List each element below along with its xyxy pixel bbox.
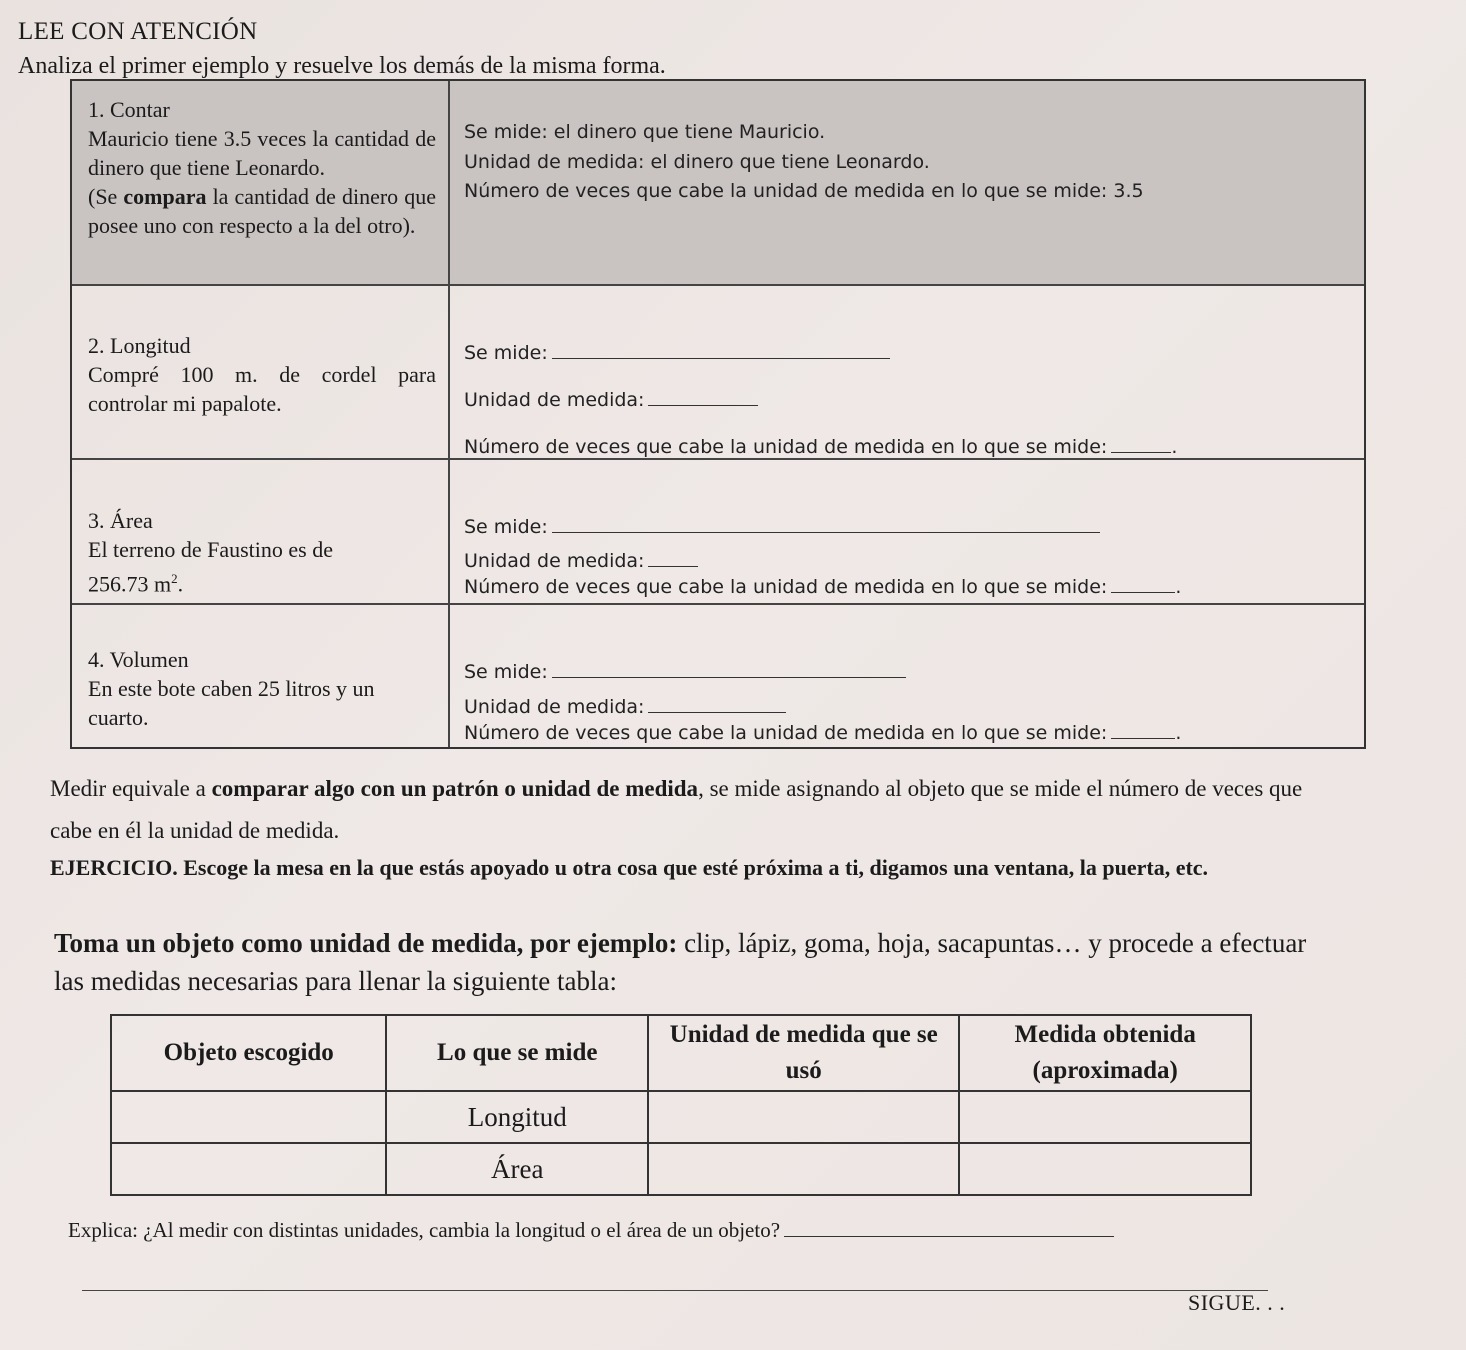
example-row-4-text: En este bote caben 25 litros y un cuarto. xyxy=(88,676,375,730)
blank-line[interactable] xyxy=(648,694,786,713)
exercise-paragraph: EJERCICIO. Escoge la mesa en la que estás apoyado u otra cosa que esté próxima a ti, digamos una ventana, la puerta, etc. xyxy=(50,855,1209,880)
example-row-1-problem xyxy=(72,81,450,284)
cell-lo-que-se-mide: Longitud xyxy=(386,1091,648,1143)
cell-lo-que-se-mide: Área xyxy=(386,1143,648,1195)
explain-answer-line-2[interactable] xyxy=(82,1290,1268,1291)
header-lo-que-se-mide: Lo que se mide xyxy=(386,1015,648,1091)
example-row-2-answers xyxy=(450,286,1364,458)
example-row-2-unidad: Unidad de medida: xyxy=(464,387,758,411)
blank-line[interactable] xyxy=(1111,434,1171,453)
explain-question: Explica: ¿Al medir con distintas unidades, cambia la longitud o el área de un objeto? xyxy=(68,1218,1114,1243)
example-row-3-value: 256.73 $m^2$. xyxy=(88,571,184,597)
example-row-2-veces: Número de veces que cabe la unidad de medida en lo que se mide: . xyxy=(464,436,1178,458)
cell-medida[interactable] xyxy=(959,1143,1251,1195)
example-row-4-veces: Número de veces que cabe la unidad de medida en lo que se mide: . xyxy=(464,722,1182,744)
example-row-1-mide: Se mide: el dinero que tiene Mauricio. xyxy=(464,121,826,143)
example-row-4-mide: Se mide: xyxy=(464,659,906,683)
table-row xyxy=(111,1091,1251,1143)
definition-bold: comparar algo con un patrón o unidad de medida xyxy=(211,776,699,801)
example-row-2-mide: Se mide: xyxy=(464,340,890,364)
example-row-3-veces: Número de veces que cabe la unidad de medida en lo que se mide: . xyxy=(464,576,1182,598)
page-heading: LEE CON ATENCIÓN xyxy=(18,18,258,45)
example-row-2-text: Compré 100 m. de cordel para controlar mi papalote. xyxy=(88,362,436,416)
example-row-4-answers xyxy=(450,605,1364,747)
example-row-4-problem xyxy=(72,605,450,747)
example-row-1-unidad: Unidad de medida: el dinero que tiene Leonardo. xyxy=(464,151,930,173)
instruction-text: Analiza el primer ejemplo y resuelve los demás de la misma forma. xyxy=(18,53,666,79)
example-row-2-problem xyxy=(72,286,450,458)
sigue-label: SIGUE. . . xyxy=(1188,1290,1286,1315)
take-object-paragraph: Toma un objeto como unidad de medida, por ejemplo: clip, lápiz, goma, hoja, sacapuntas… y procede a efectuar las medidas necesarias para llenar la siguiente tabla: xyxy=(54,928,1307,996)
example-row-1 xyxy=(72,81,1364,284)
example-row-4-title: 4. Volumen xyxy=(88,647,189,672)
blank-line[interactable] xyxy=(552,340,890,359)
example-row-4-unidad: Unidad de medida: xyxy=(464,694,786,718)
blank-line[interactable] xyxy=(552,514,1100,533)
cell-objeto[interactable] xyxy=(111,1143,386,1195)
example-row-3-problem xyxy=(72,460,450,603)
header-unidad: Unidad de medida que se usó xyxy=(648,1015,959,1091)
example-table xyxy=(70,79,1366,749)
cell-unidad[interactable] xyxy=(648,1143,959,1195)
example-row-1-note: (Se compara la cantidad de dinero que posee uno con respecto a la del otro). xyxy=(88,184,436,238)
cell-medida[interactable] xyxy=(959,1091,1251,1143)
header-medida: Medida obtenida (aproximada) xyxy=(959,1015,1251,1091)
cell-unidad[interactable] xyxy=(648,1091,959,1143)
example-row-3-unidad: Unidad de medida: xyxy=(464,548,698,572)
example-row-3 xyxy=(72,458,1364,603)
blank-line[interactable] xyxy=(1111,720,1175,739)
example-row-2-title: 2. Longitud xyxy=(88,333,191,358)
example-row-1-answers xyxy=(450,81,1364,284)
measurement-header-row xyxy=(111,1015,1251,1091)
example-row-3-title: 3. Área xyxy=(88,508,153,533)
blank-line[interactable] xyxy=(552,659,906,678)
blank-line[interactable] xyxy=(1111,574,1175,593)
example-row-3-answers xyxy=(450,460,1364,603)
example-row-1-veces: Número de veces que cabe la unidad de medida en lo que se mide: 3.5 xyxy=(464,180,1144,202)
blank-line[interactable] xyxy=(648,387,758,406)
example-row-2 xyxy=(72,284,1364,458)
explain-answer-line[interactable] xyxy=(784,1220,1114,1237)
example-row-4 xyxy=(72,603,1364,747)
measurement-table xyxy=(110,1014,1252,1196)
table-row xyxy=(111,1143,1251,1195)
blank-line[interactable] xyxy=(648,548,698,567)
example-row-3-text: El terreno de Faustino es de xyxy=(88,537,333,562)
example-row-1-text: Mauricio tiene 3.5 veces la cantidad de dinero que tiene Leonardo. xyxy=(88,126,436,180)
definition-paragraph: Medir equivale a comparar algo con un patrón o unidad de medida, se mide asignando al objeto que se mide el número de veces que cabe en él la unidad de medida. xyxy=(50,776,1303,843)
header-objeto: Objeto escogido xyxy=(111,1015,386,1091)
example-row-1-title: 1. Contar xyxy=(88,97,170,122)
cell-objeto[interactable] xyxy=(111,1091,386,1143)
example-row-3-mide: Se mide: xyxy=(464,514,1100,538)
compara-bold: compara xyxy=(123,184,207,209)
